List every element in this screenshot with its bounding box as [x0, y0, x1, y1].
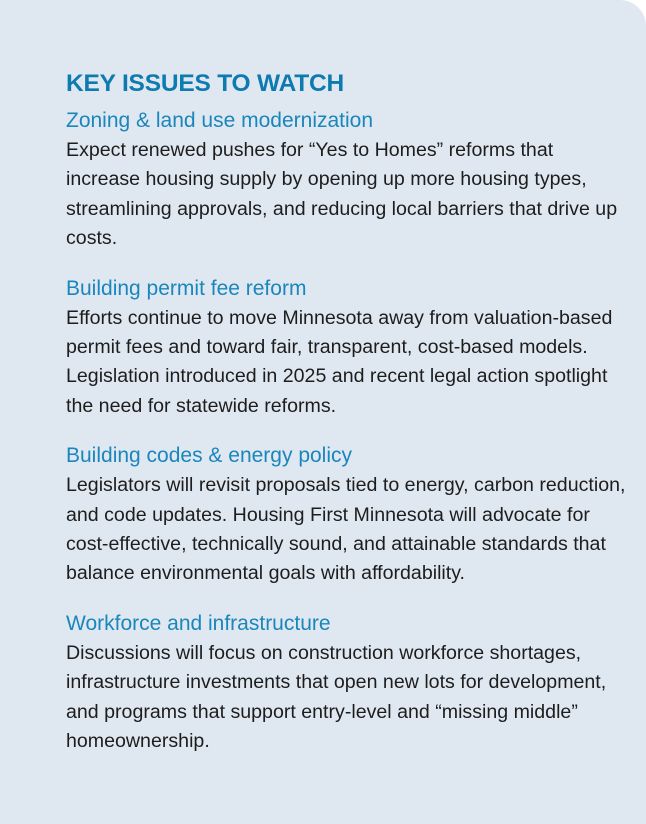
issue-body: Expect renewed pushes for “Yes to Homes” reforms that increase housing supply by opening up more housing types, streamlining approvals, and reducing local barriers that drive up costs. [66, 139, 618, 250]
issue-item [66, 274, 628, 422]
section-heading: KEY ISSUES TO WATCH [66, 70, 344, 97]
issue-body: Efforts continue to move Minnesota away from valuation-based permit fees and toward fair, transparent, cost-based models. Legislation introduced in 2025 and recent legal action spotlight the need for statewide reforms. [66, 306, 613, 417]
issue-title: Building codes & energy policy [66, 444, 353, 468]
issue-item [66, 609, 628, 757]
issue-title: Workforce and infrastructure [66, 611, 331, 635]
issue-title: Building permit fee reform [66, 276, 307, 300]
issue-body: Discussions will focus on construction workforce shortages, infrastructure investments that open new lots for development, and programs that support entry-level and “missing middle” homeownership. [66, 641, 607, 753]
issue-item [66, 106, 628, 254]
issue-title: Zoning & land use modernization [66, 109, 374, 132]
issue-body: Legislators will revisit proposals tied to energy, carbon reduction, and code updates. Housing First Minnesota will advocate for cost-effective, technically sound, and attainable standards that balance environmental goals with affordability. [66, 474, 626, 585]
issue-item [66, 441, 628, 589]
